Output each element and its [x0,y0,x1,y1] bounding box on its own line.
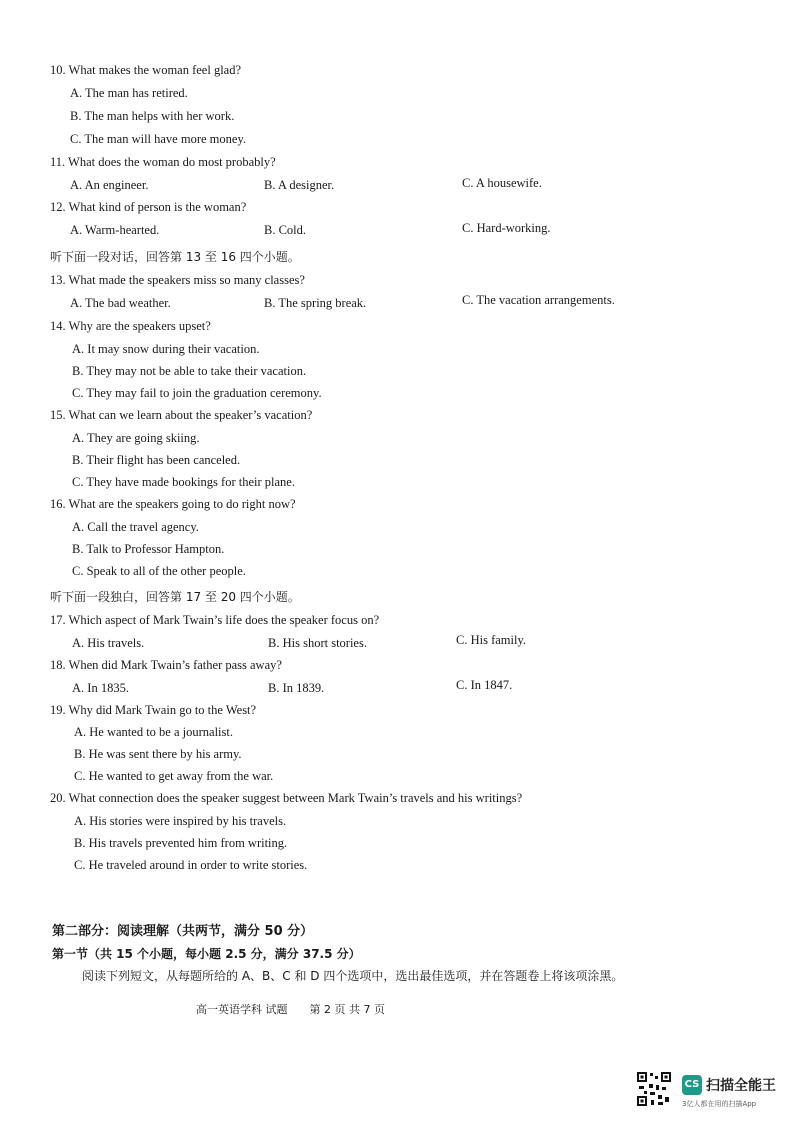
option: A. He wanted to be a journalist. [74,725,233,739]
option: B. Talk to Professor Hampton. [72,542,225,556]
option: C. His family. [456,633,527,647]
option: C. The man will have more money. [70,132,247,146]
question-stem: 20. What connection does the speaker suggest between Mark Twain’s travels and his writings? [50,791,523,805]
option: A. His stories were inspired by his travels. [74,814,287,828]
section-heading: 第一节（共 15 个小题，每小题 2.5 分，满分 37.5 分） [52,947,361,961]
option: A. An engineer. [70,178,149,192]
camscanner-subtitle: 3亿人都在用的扫描App [682,1100,757,1108]
question-stem: 13. What made the speakers miss so many classes? [50,273,305,287]
option: A. Warm-hearted. [70,223,160,237]
section-instruction: 听下面一段对话，回答第 13 至 16 四个小题。 [50,250,300,264]
option: C. Speak to all of the other people. [72,564,246,578]
question-stem: 11. What does the woman do most probably? [50,155,276,169]
option: A. It may snow during their vacation. [72,342,260,356]
option: C. They have made bookings for their plane. [72,475,295,489]
page-footer: 高一英语学科 试题 第 2 页 共 7 页 [196,1003,385,1016]
option: C. The vacation arrangements. [462,293,615,307]
question-stem: 14. Why are the speakers upset? [50,319,211,333]
option: B. The spring break. [264,296,367,310]
question-stem: 10. What makes the woman feel glad? [50,63,242,77]
question-stem: 18. When did Mark Twain’s father pass away? [50,658,282,672]
option: B. His short stories. [268,636,367,650]
option: C. In 1847. [456,678,513,692]
option: C. A housewife. [462,176,542,190]
camscanner-logo: CS [682,1075,702,1095]
option: B. Their flight has been canceled. [72,453,241,467]
camscanner-title: 扫描全能王 [706,1078,776,1094]
option: B. He was sent there by his army. [74,747,242,761]
question-stem: 12. What kind of person is the woman? [50,200,247,214]
option: A. The man has retired. [70,86,188,100]
option: B. The man helps with her work. [70,109,235,123]
part-heading: 第二部分：阅读理解（共两节，满分 50 分） [52,924,314,939]
option: B. In 1839. [268,681,325,695]
option: B. They may not be able to take their vacation. [72,364,307,378]
option: A. In 1835. [72,681,129,695]
option: C. He traveled around in order to write stories. [74,858,308,872]
option: A. Call the travel agency. [72,520,199,534]
option: A. They are going skiing. [72,431,200,445]
option: C. They may fail to join the graduation ceremony. [72,386,322,400]
option: B. His travels prevented him from writing. [74,836,288,850]
qr-code-icon [636,1071,672,1107]
question-stem: 15. What can we learn about the speaker’s vacation? [50,408,313,422]
question-stem: 17. Which aspect of Mark Twain’s life does the speaker focus on? [50,613,380,627]
option: C. Hard-working. [462,221,551,235]
option: B. Cold. [264,223,307,237]
section-instruction: 听下面一段独白，回答第 17 至 20 四个小题。 [50,590,300,604]
question-stem: 19. Why did Mark Twain go to the West? [50,703,257,717]
question-stem: 16. What are the speakers going to do right now? [50,497,296,511]
option: B. A designer. [264,178,335,192]
option: C. He wanted to get away from the war. [74,769,274,783]
reading-instruction: 阅读下列短文，从每题所给的 A、B、C 和 D 四个选项中，选出最佳选项，并在答题卷上将该项涂黑。 [82,969,624,983]
option: A. The bad weather. [70,296,171,310]
option: A. His travels. [72,636,145,650]
